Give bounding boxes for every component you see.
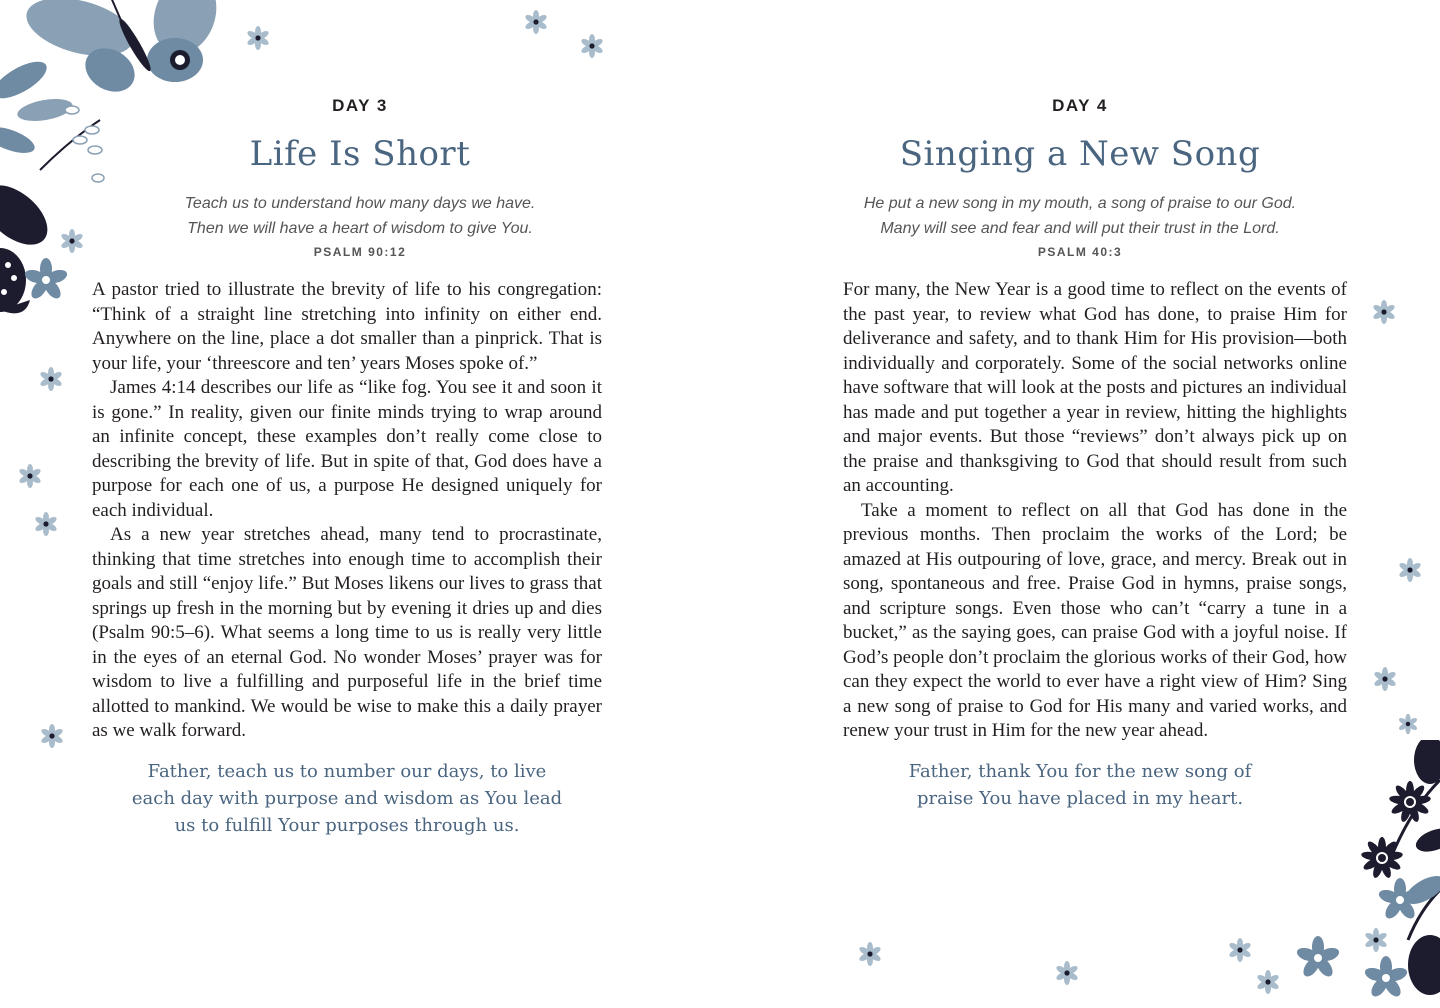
- body-paragraph: James 4:14 describes our life as “like fog. You see it and soon it is gone.” In reality, given our finite minds trying to wrap around an infinite concept, these examples don’t really come close to describing the brevity of life. But in spite of that, God does have a purpose for each one of us, a purpose He designed uniquely for each individual.: [92, 377, 602, 521]
- scripture-reference: PSALM 90:12: [313, 245, 407, 259]
- devotion-title: Singing a New Song: [899, 134, 1261, 174]
- body-paragraph: Take a moment to reflect on all that God has done in the previous months. Then proclaim the works of the Lord; be amazed at His outpouring of love, grace, and mercy. Break out in song, spontaneous and free. Praise God in hymns, praise songs, and scripture songs. Even those who can’t “carry a tune in a bucket,” as the saying goes, can praise God with a joyful noise. If God’s people don’t proclaim the glorious works of their God, how can they expect the world to ever have a right view of Him? Sing a new song of praise to God for His many and varied works, and renew your trust in Him for the new year ahead.: [843, 499, 1347, 741]
- verse-line: Teach us to understand how many days we have.: [184, 195, 536, 212]
- scripture-verse: [720, 191, 1440, 241]
- right-page: [720, 0, 1440, 1008]
- body-paragraph: A pastor tried to illustrate the brevity of life to his congregation: “Think of a straight line stretching into infinity on either end. Anywhere on the line, place a dot smaller than a pinprick. That is your life, your ‘threescore and ten’ years Moses spoke of.”: [92, 279, 602, 374]
- devotion-body: [843, 278, 1347, 744]
- prayer-line: each day with purpose and wisdom as You lead: [131, 788, 563, 809]
- verse-line: Many will see and fear and will put their trust in the Lord.: [880, 220, 1280, 237]
- prayer-line: Father, teach us to number our days, to live: [147, 761, 547, 782]
- prayer-line: us to fulfill Your purposes through us.: [174, 815, 520, 836]
- closing-prayer: [0, 758, 694, 839]
- scripture-reference: PSALM 40:3: [1037, 245, 1123, 259]
- body-paragraph: For many, the New Year is a good time to reflect on the events of the past year, to review what God has done, to praise Him for deliverance and safety, and to thank Him for His provision—both individually and corporately. Some of the social networks online have software that will look at the posts and pictures an individual has made and put together a year in review, hitting the highlights and major events. But those “reviews” don’t always pick up on the praise and thanksgiving to God that should result from such an accounting.: [843, 279, 1347, 496]
- devotion-title: Life Is Short: [249, 134, 471, 174]
- verse-line: Then we will have a heart of wisdom to give You.: [187, 220, 533, 237]
- day-label: DAY 4: [1052, 96, 1108, 115]
- day-label: DAY 3: [332, 96, 388, 115]
- verse-line: He put a new song in my mouth, a song of praise to our God.: [863, 195, 1297, 212]
- devotion-body: [92, 278, 602, 744]
- prayer-line: Father, thank You for the new song of: [908, 761, 1252, 782]
- scripture-verse: [0, 191, 720, 241]
- closing-prayer: [720, 758, 1440, 812]
- prayer-line: praise You have placed in my heart.: [916, 788, 1244, 809]
- body-paragraph: As a new year stretches ahead, many tend to procrastinate, thinking that time stretches into enough time to accomplish their goals and still “enjoy life.” But Moses likens our lives to grass that springs up fresh in the morning but by evening it dries up and dies (Psalm 90:5–6). What seems a long time to us is really very little in the eyes of an eternal God. No wonder Moses’ prayer was for wisdom to live a fulfilling and purposeful life in the brief time allotted to mankind. We would be wise to make this a daily prayer as we walk forward.: [92, 524, 602, 741]
